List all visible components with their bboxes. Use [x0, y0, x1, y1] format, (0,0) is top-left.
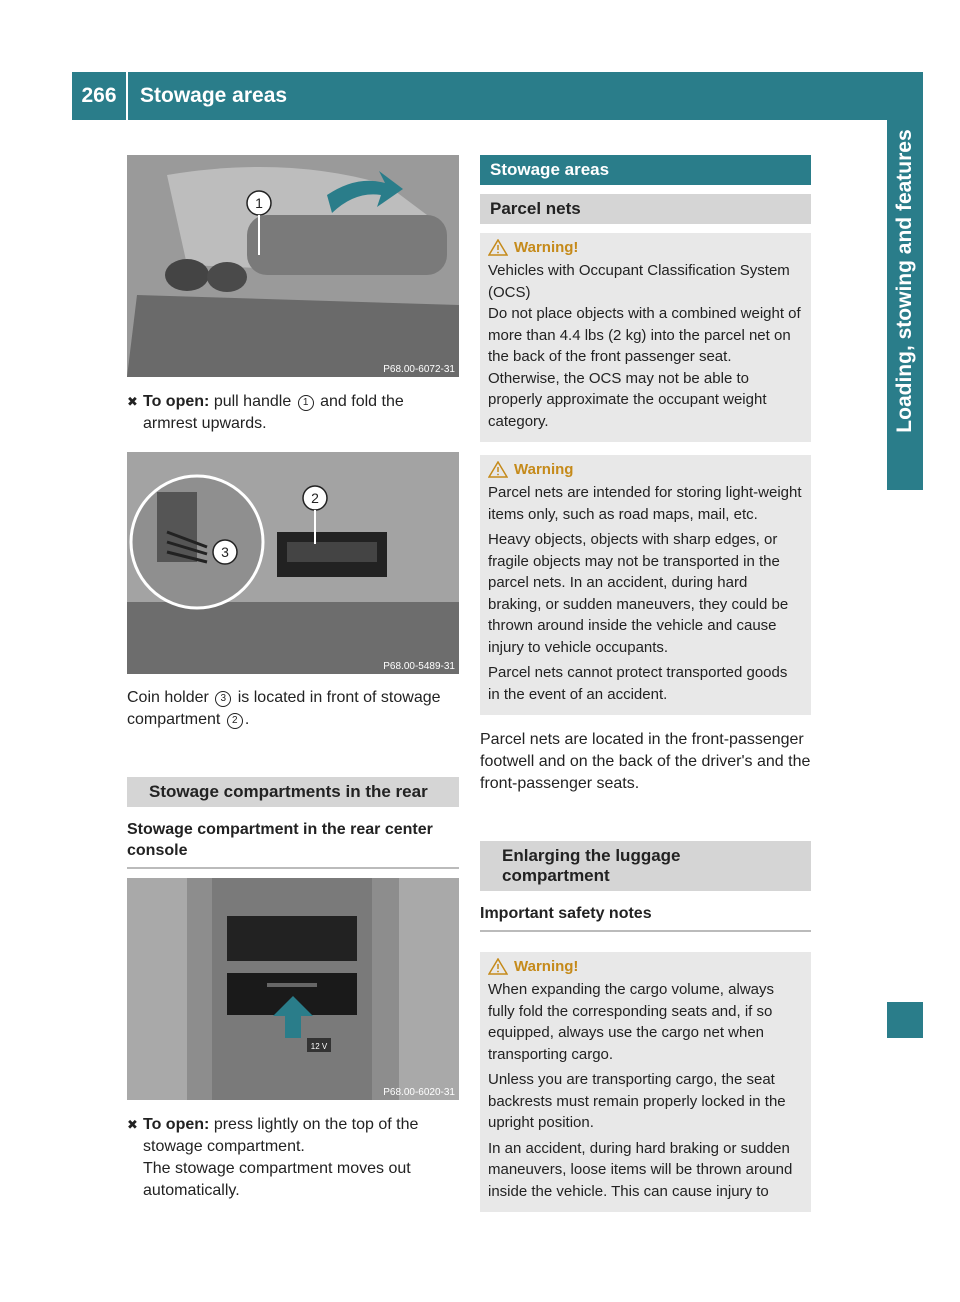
section-heading-rear: Stowage compartments in the rear [127, 777, 459, 807]
svg-text:12 V: 12 V [310, 1042, 328, 1051]
page-title: Stowage areas [140, 84, 288, 107]
warning-title-text: Warning [514, 461, 574, 478]
armrest-illustration [127, 155, 459, 377]
warning-triangle-icon [488, 958, 508, 975]
coin-holder-photo [127, 452, 459, 674]
body-text: Coin holder [127, 689, 209, 706]
instruction-text: The stowage compartment moves out automatically. [143, 1160, 411, 1199]
svg-text:1: 1 [255, 195, 263, 211]
instruction-arrow-icon: ✖ [127, 1117, 138, 1132]
instruction-arrow-icon: ✖ [127, 394, 138, 409]
warning-text: Vehicles with Occupant Classification System (OCS) [488, 262, 790, 301]
chapter-marker [887, 1002, 923, 1038]
warning-title-text: Warning! [514, 239, 579, 256]
instruction-label: To open: [143, 393, 210, 410]
rear-console-photo [127, 878, 459, 1100]
rear-console-illustration [127, 878, 459, 1100]
left-column [127, 155, 459, 1202]
warning-text: In an accident, during hard braking or sudden maneuvers, loose items will be thrown around inside the vehicle. This can cause injury to [488, 1139, 793, 1200]
warning-box-parcel-nets [480, 455, 811, 715]
instruction-text: and fold the armrest upwards. [143, 393, 404, 432]
armrest-photo [127, 155, 459, 377]
warning-title-text: Warning! [514, 958, 579, 975]
warning-triangle-icon [488, 461, 508, 478]
warning-text: Unless you are transporting cargo, the seat backrests must remain properly locked in the upright position. [488, 1071, 786, 1131]
warning-text: Heavy objects, objects with sharp edges, or fragile objects may not be transported in the parcel nets. In an accident, during hard braking, or sudden maneuvers, they could be thrown around inside the vehicle and cause injury to vehicle occupants. [488, 531, 789, 656]
warning-title [488, 958, 803, 975]
parcel-nets-location-text: Parcel nets are located in the front-passenger footwell and on the back of the driver's and the front-passenger seats. [480, 731, 811, 792]
svg-text:3: 3 [221, 544, 229, 560]
coin-holder-illustration [127, 452, 459, 674]
warning-text: Parcel nets are intended for storing light-weight items only, such as road maps, mail, etc. [488, 484, 802, 523]
instruction-open-rear [127, 1114, 459, 1202]
figure-code: P68.00-5489-31 [383, 661, 455, 672]
section-heading-parcel: Parcel nets [480, 194, 811, 224]
callout-ref: 2 [227, 713, 243, 729]
warning-text: Do not place objects with a combined weight of more than 4.4 lbs (2 kg) into the parcel net on the back of the front passenger seat. Otherwise, the OCS may not be able to properly approximate the occupant weight category. [488, 305, 801, 430]
warning-triangle-icon [488, 239, 508, 256]
instruction-label: To open: [143, 1116, 210, 1133]
section-heading-stowage: Stowage areas [480, 155, 811, 185]
chapter-tab [887, 72, 923, 490]
callout-ref: 3 [215, 691, 231, 707]
warning-title [488, 239, 803, 256]
warning-box-ocs [480, 233, 811, 442]
figure-code: P68.00-6072-31 [383, 364, 455, 375]
instruction-text: pull handle [213, 393, 292, 410]
body-text: is located in front of stowage compartment [127, 689, 441, 728]
warning-title [488, 461, 803, 478]
instruction-text: press lightly on the top of the stowage compartment. [143, 1116, 419, 1155]
figure-code: P68.00-6020-31 [383, 1087, 455, 1098]
subheading-safety-notes: Important safety notes [480, 903, 811, 932]
page-header [72, 72, 887, 120]
svg-text:2: 2 [311, 490, 319, 506]
callout-ref: 1 [298, 395, 314, 411]
subheading-rear-console: Stowage compartment in the rear center console [127, 819, 459, 869]
warning-box-cargo [480, 952, 811, 1212]
body-text: . [244, 711, 250, 728]
page-number: 266 [72, 72, 128, 120]
instruction-open-armrest [127, 391, 459, 435]
chapter-tab-label: Loading, stowing and features [893, 129, 916, 433]
section-heading-luggage: Enlarging the luggage compartment [480, 841, 811, 891]
warning-text: When expanding the cargo volume, always fully fold the corresponding seats and, if so equipped, always use the cargo net when transporting cargo. [488, 981, 774, 1063]
warning-text: Parcel nets cannot protect transported goods in the event of an accident. [488, 664, 788, 703]
right-column [480, 155, 811, 1212]
coin-holder-text [127, 687, 459, 731]
